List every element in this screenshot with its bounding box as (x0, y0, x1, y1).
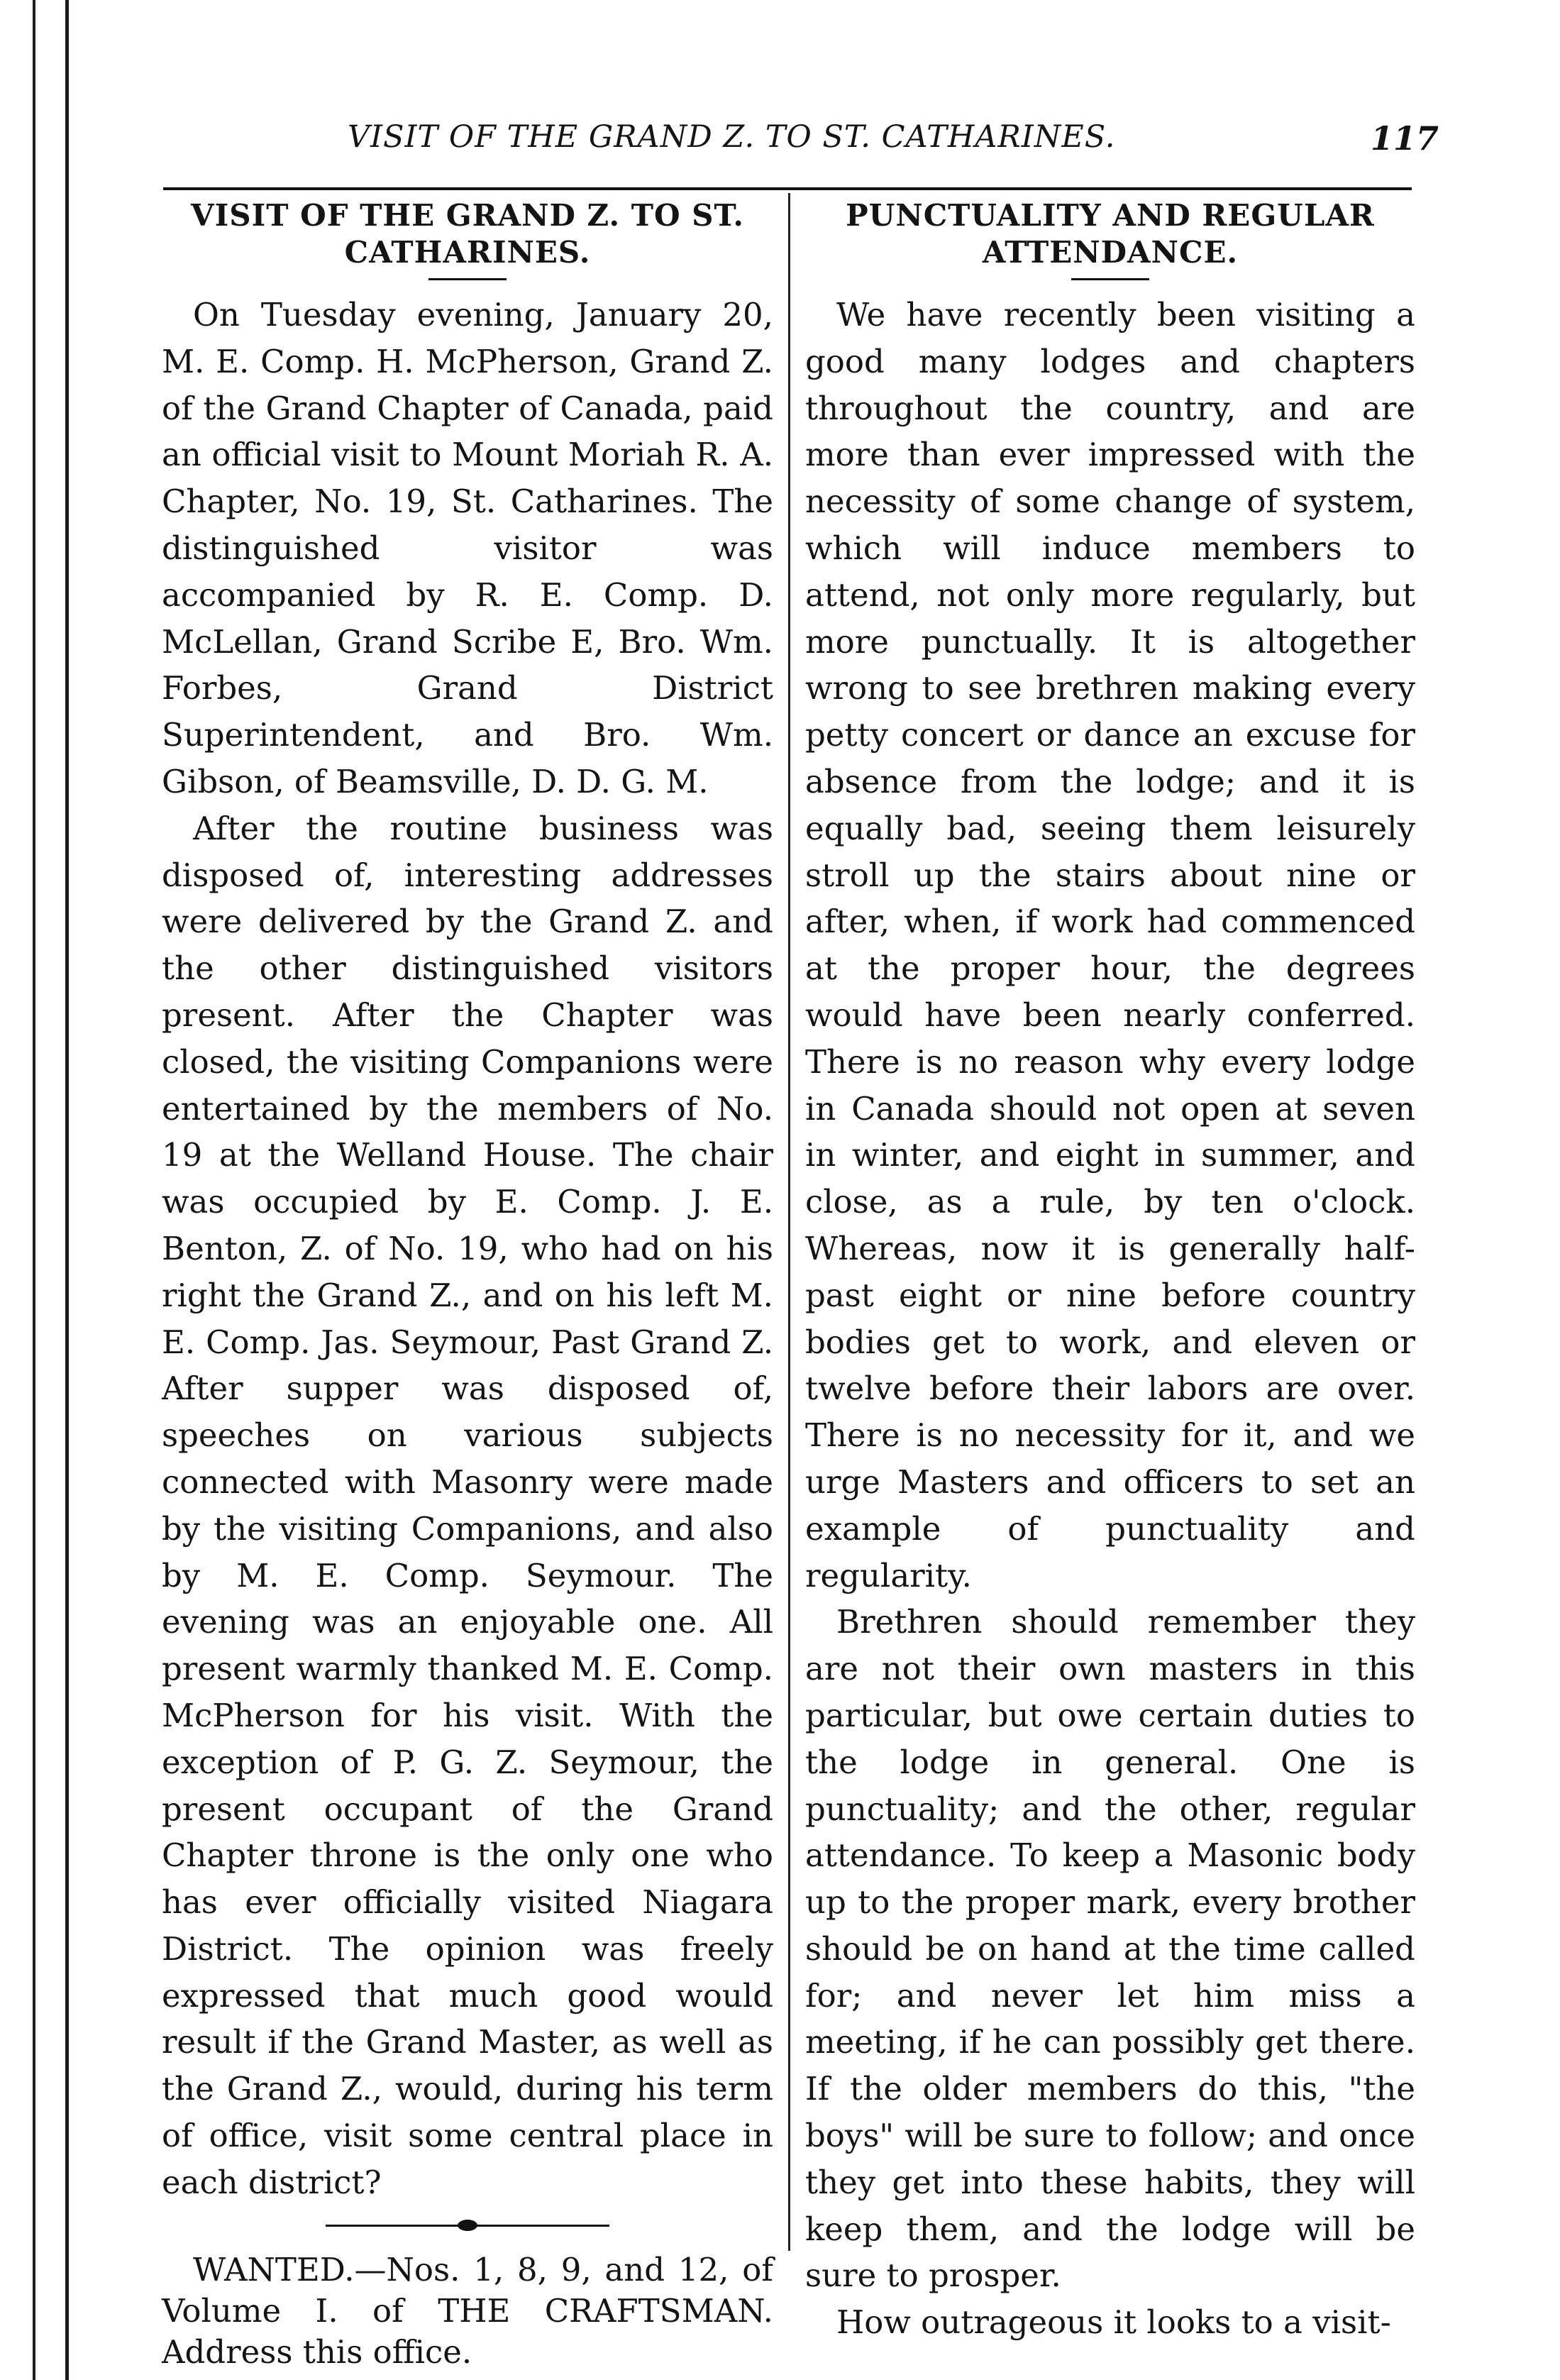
column-divider (788, 193, 790, 2251)
title-rule (428, 278, 507, 280)
page-number: 117 (1371, 119, 1439, 158)
right-article-paragraph: How outrageous it looks to a visit- (836, 2303, 1391, 2342)
margin-rule-inner (65, 0, 69, 2380)
wanted-notice: WANTED.—Nos. 1, 8, 9, and 12, of Volume I. of THE CRAFTSMAN. Address this office. (162, 2250, 773, 2371)
running-head: VISIT OF THE GRAND Z. TO ST. CATHARINES. (348, 119, 1116, 155)
ornament-divider (326, 2225, 609, 2227)
right-article-title: PUNCTUALITY AND REGULAR ATTENDANCE. (846, 198, 1375, 270)
left-article-paragraph: On Tuesday evening, January 20, M. E. Comp. H. McPherson, Grand Z. of the Grand Chapter of Canada, paid an official visit to Mount Moriah R. A. Chapter, No. 19, St. Catharines. The distinguished visitor was accompanied by R. E. Comp. D. McLellan, Grand Scribe E, Bro. Wm. Forbes, Grand District Superintendent, and Bro. Wm. Gibson, of Beamsville, D. D. G. M. (162, 296, 773, 800)
right-article-paragraph: Brethren should remember they are not their own masters in this particular, but owe certain duties to the lodge in general. One is punctuality; and the other, regular attendance. To keep a Masonic body up to the proper mark, every brother should be on hand at the time called for; and never let him miss a meeting, if he can possibly get there. If the older members do this, "the boys" will be sure to follow; and once they get into these habits, they will keep them, and the lodge will be sure to prosper. (805, 1603, 1415, 2295)
header-rule (163, 187, 1412, 190)
right-column (805, 197, 1415, 2346)
margin-rule-outer (33, 0, 35, 2380)
left-article-title: VISIT OF THE GRAND Z. TO ST. CATHARINES. (191, 198, 744, 270)
left-article-paragraph: After the routine business was disposed of, interesting addresses were delivered by the Grand Z. and the other distinguished visitors present. After the Chapter was closed, the visiting Companions were entertained by the members of No. 19 at the Welland House. The chair was occupied by E. Comp. J. E. Benton, Z. of No. 19, who had on his right the Grand Z., and on his left M. E. Comp. Jas. Seymour, Past Grand Z. After supper was disposed of, speeches on various subjects connected with Masonry were made by the visiting Companions, and also by M. E. Comp. Seymour. The evening was an enjoyable one. All present warmly thanked M. E. Comp. McPherson for his visit. With the exception of P. G. Z. Seymour, the present occupant of the Grand Chapter throne is the only one who has ever officially visited Niagara District. The opinion was freely expressed that much good would result if the Grand Master, as well as the Grand Z., would, during his term of office, visit some central place in each district? (162, 809, 773, 2201)
ornament-dot-icon (458, 2220, 477, 2231)
title-rule (1071, 278, 1149, 280)
right-article-paragraph: We have recently been visiting a good many lodges and chapters throughout the country, and are more than ever impressed with the necessity of some change of system, which will induce members to attend, not only more regularly, but more punctually. It is altogether wrong to see brethren making every petty concert or dance an excuse for absence from the lodge; and it is equally bad, seeing them leisurely stroll up the stairs about nine or after, when, if work had commenced at the proper hour, the degrees would have been nearly conferred. There is no reason why every lodge in Canada should not open at seven in winter, and eight in summer, and close, as a rule, by ten o'clock. Whereas, now it is generally half-past eight or nine before country bodies get to work, and eleven or twelve before their labors are over. There is no necessity for it, and we urge Masters and officers to set an example of punctuality and regularity. (805, 296, 1415, 1594)
left-column (162, 197, 773, 2373)
